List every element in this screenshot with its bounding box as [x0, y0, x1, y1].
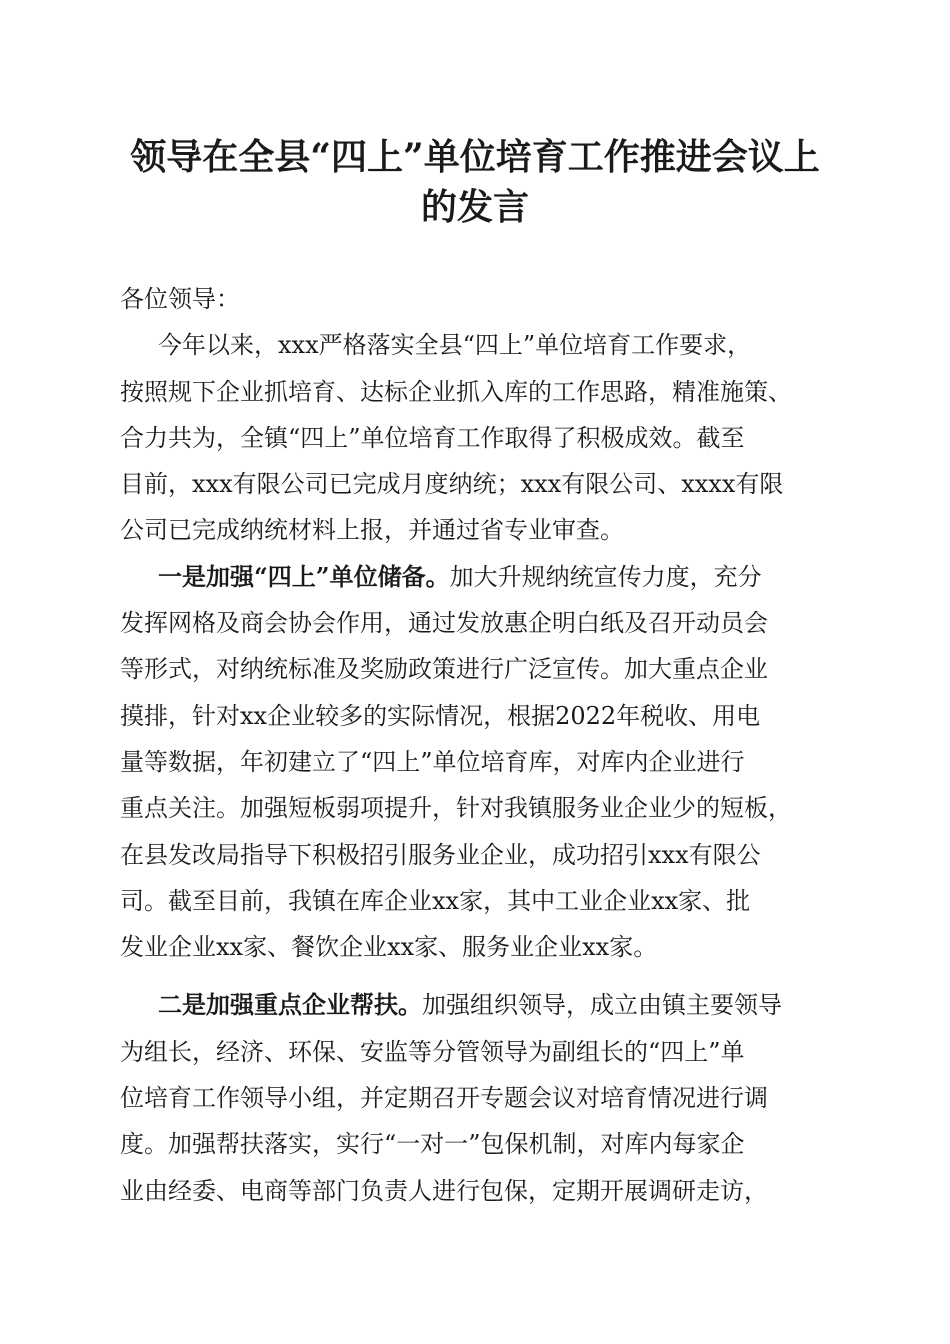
salutation: 各位领导： — [120, 285, 240, 313]
paragraph-line: 在县发改局指导下积极招引服务业企业，成功招引xxx有限公 — [120, 840, 761, 869]
paragraph-3 — [120, 982, 840, 1213]
paragraph-spacer — [120, 970, 840, 982]
document-body — [120, 276, 840, 1214]
paragraph-line-rest: 加强组织领导，成立由镇主要领导 — [422, 991, 782, 1020]
paragraph-line: 发业企业xx家、餐饮企业xx家、服务业企业xx家。 — [120, 933, 658, 962]
paragraph-line: 为组长，经济、环保、安监等分管领导为副组长的“四上”单 — [120, 1037, 745, 1066]
paragraph-1 — [120, 322, 840, 553]
paragraph-line: 今年以来，xxx严格落实全县“四上”单位培育工作要求， — [158, 331, 752, 360]
paragraph-line: 司。截至目前，我镇在库企业xx家，其中工业企业xx家、批 — [120, 886, 751, 915]
title-line-1: 领导在全县“四上”单位培育工作推进会议上 — [130, 136, 820, 178]
paragraph-first-line — [120, 982, 840, 1028]
paragraph-line-rest: 加大升规纳统宣传力度，充分 — [449, 562, 762, 591]
paragraph-line: 业由经委、电商等部门负责人进行包保，定期开展调研走访， — [120, 1176, 768, 1205]
paragraph-line: 位培育工作领导小组，并定期召开专题会议对培育情况进行调 — [120, 1084, 768, 1113]
paragraph-line: 目前，xxx有限公司已完成月度纳统；xxx有限公司、xxxx有限 — [120, 470, 784, 499]
paragraph-first-line — [120, 554, 840, 600]
paragraph-line: 合力共为，全镇“四上”单位培育工作取得了积极成效。截至 — [120, 423, 745, 452]
title-line-2: 的发言 — [420, 186, 529, 228]
paragraph-line: 摸排，针对xx企业较多的实际情况，根据2022年税收、用电 — [120, 701, 761, 730]
document-title — [110, 132, 840, 232]
paragraph-line: 发挥网格及商会协会作用，通过发放惠企明白纸及召开动员会 — [120, 609, 768, 638]
paragraph-line: 量等数据，年初建立了“四上”单位培育库，对库内企业进行 — [120, 747, 745, 776]
paragraph-2 — [120, 554, 840, 971]
paragraph-line: 公司已完成纳统材料上报，并通过省专业审查。 — [120, 516, 624, 545]
paragraph-heading: 一是加强“四上”单位储备。 — [158, 561, 450, 591]
paragraph-line: 等形式，对纳统标准及奖励政策进行广泛宣传。加大重点企业 — [120, 655, 768, 684]
paragraph-heading: 二是加强重点企业帮扶。 — [158, 990, 422, 1020]
paragraph-line: 重点关注。加强短板弱项提升，针对我镇服务业企业少的短板， — [120, 794, 792, 823]
paragraph-line: 按照规下企业抓培育、达标企业抓入库的工作思路，精准施策、 — [120, 377, 792, 406]
paragraph-line: 度。加强帮扶落实，实行“一对一”包保机制，对库内每家企 — [120, 1130, 745, 1159]
